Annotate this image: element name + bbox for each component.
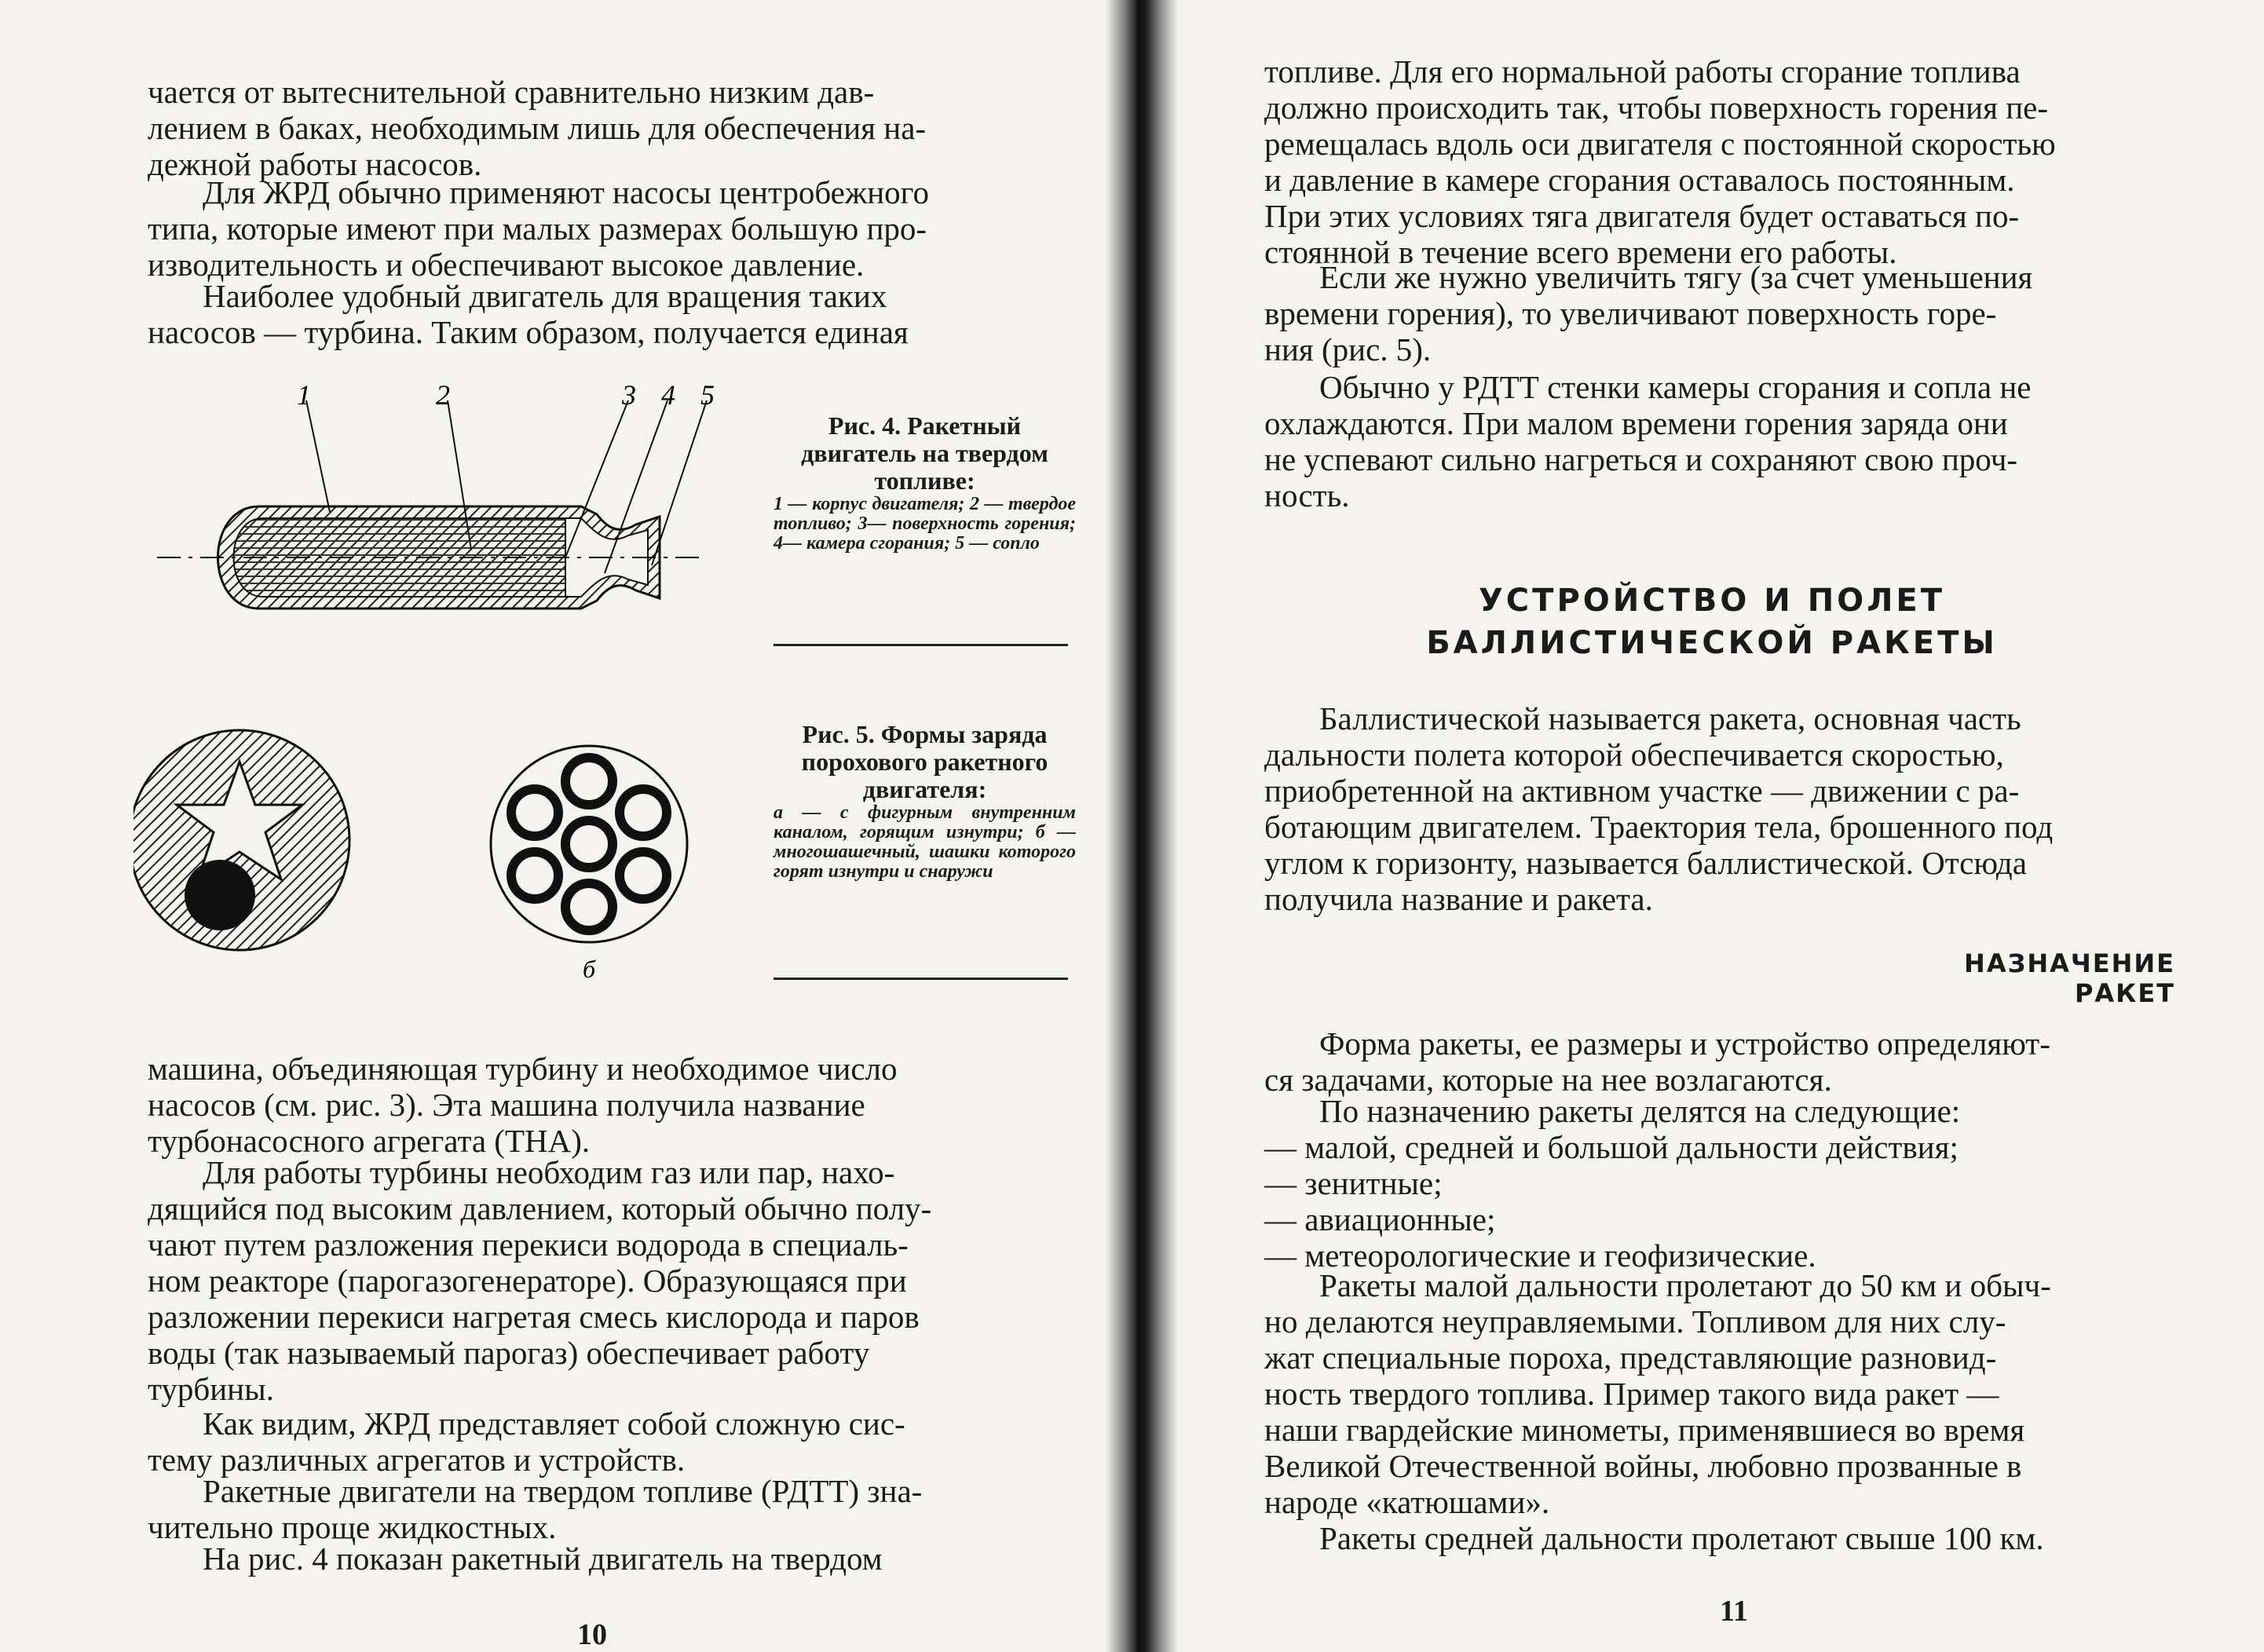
figure-label-3: 3	[622, 385, 636, 411]
text-line: тему различных агрегатов и устройств.	[148, 1442, 686, 1478]
figure-label-b: б	[583, 955, 596, 983]
text-line: но делаются неуправляемыми. Топливом для них слу-	[1264, 1303, 2006, 1340]
text-line: чают путем разложения перекиси водорода в специаль-	[148, 1226, 909, 1263]
text-line: машина, объединяющая турбину и необходимое число	[148, 1051, 898, 1087]
text-line: Великой Отечественной войны, любовно прозванные в	[1264, 1448, 2022, 1484]
section-heading-line-2: БАЛЛИСТИЧЕСКОЙ РАКЕТЫ	[1426, 625, 1998, 661]
text-line: чительно проще жидкостных.	[148, 1509, 557, 1545]
text-line: Ракеты средней дальности пролетают свыше 100 км.	[1319, 1520, 2044, 1556]
text-line: топливе. Для его нормальной работы сгорание топлива	[1264, 53, 2021, 90]
section-heading-line-1: УСТРОЙСТВО И ПОЛЕТ	[1478, 583, 1946, 619]
text-line: дальности полета которой обеспечивается скоростью,	[1264, 736, 2004, 773]
text-line: чается от вытеснительной сравнительно низким дав-	[148, 74, 875, 110]
page-number: 10	[577, 1618, 607, 1651]
text-line: турбонасосного агрегата (ТНА).	[148, 1123, 591, 1159]
paragraph-fig4	[148, 1541, 1068, 1577]
caption-divider	[774, 644, 1068, 646]
paragraph-form	[1264, 1025, 2160, 1098]
figure-label-2: 2	[436, 385, 450, 411]
text-line: Наиболее удобный двигатель для вращения таких	[203, 278, 887, 314]
paragraph-short-range	[1264, 1267, 2160, 1520]
figure-5-caption-legend: а — с фигурным внутренним каналом, горящим изнутри; б — многошашечный, шашки которого горят изнутри и снаружи	[774, 802, 1076, 882]
paragraph-rdtt	[148, 1473, 1068, 1545]
text-line: Ракетные двигатели на твердом топливе (РДТТ) зна-	[203, 1473, 923, 1509]
figure-4-caption-legend: 1 — корпус двигателя; 2 — твердое топливо; 3— поверхность горения; 4— камера сгорания; 5 — сопло	[774, 494, 1076, 554]
text-line: ность.	[1264, 477, 1350, 514]
paragraph-complex	[148, 1405, 1068, 1478]
text-line: Для работы турбины необходим газ или пар, нахо-	[203, 1154, 895, 1190]
list-item: — метеорологические и геофизические.	[1264, 1237, 1816, 1274]
list-item: — зенитные;	[1264, 1165, 1443, 1201]
text-line: стоянной в течение всего времени его работы.	[1264, 234, 1897, 270]
text-line: ся задачами, которые на нее возлагаются.	[1264, 1062, 1832, 1098]
text-line: Для ЖРД обычно применяют насосы центробежного	[203, 174, 929, 210]
list-item: — малой, средней и большой дальности действия;	[1264, 1129, 1959, 1165]
text-line: ремещалась вдоль оси двигателя с постоянной скоростью	[1264, 126, 2056, 162]
text-line: По назначению ракеты делятся на следующие:	[1319, 1093, 1961, 1129]
paragraph-pumps	[148, 174, 1068, 283]
text-line: жат специальные пороха, представляющие разновид-	[1264, 1340, 1997, 1376]
text-line: ния (рис. 5).	[1264, 331, 1432, 367]
text-line: получила название и ракета.	[1264, 881, 1653, 917]
text-line: дящийся под высоким давлением, который обычно полу-	[148, 1190, 932, 1226]
text-line: насосов — турбина. Таким образом, получается единая	[148, 314, 909, 350]
text-line: турбины.	[148, 1371, 274, 1407]
text-line: Баллистической называется ракета, основная часть	[1319, 700, 2021, 736]
text-line: Если же нужно увеличить тягу (за счет уменьшения	[1319, 259, 2033, 295]
paragraph-thrust	[1264, 259, 2160, 367]
text-line: приобретенной на активном участке — движении с ра-	[1264, 773, 2020, 809]
text-line: не успевают сильно нагреться и сохраняют свою проч-	[1264, 441, 2017, 477]
paragraph-walls	[1264, 369, 2160, 514]
paragraph-turbine	[148, 278, 1068, 350]
figure-label-1: 1	[297, 385, 311, 411]
paragraph-purpose	[1264, 1093, 2160, 1274]
paragraph-machine	[148, 1051, 1068, 1159]
text-line: ботающим двигателем. Траектория тела, брошенного под	[1264, 809, 2054, 845]
figure-4-caption	[774, 412, 1076, 554]
text-line: и давление в камере сгорания оставалось постоянным.	[1264, 162, 2015, 198]
text-line: ность твердого топлива. Пример такого вида ракет —	[1264, 1376, 1999, 1412]
right-page	[1154, 0, 2264, 1652]
figure-5-charge-shapes	[133, 707, 699, 997]
figure-5-caption	[774, 721, 1076, 882]
figure-label-5: 5	[700, 385, 715, 411]
paragraph-ballistic	[1264, 700, 2160, 917]
text-line: лением в баках, необходимым лишь для обеспечения на-	[148, 110, 927, 146]
paragraph-top	[148, 74, 1068, 182]
text-line: типа, которые имеют при малых размерах большую про-	[148, 210, 927, 247]
text-line: дежной работы насосов.	[148, 146, 482, 182]
figure-4-rocket-motor	[157, 385, 754, 660]
text-line: наши гвардейские минометы, применявшиеся во время	[1264, 1412, 2025, 1448]
figure-label-4: 4	[661, 385, 675, 411]
caption-divider	[774, 978, 1068, 980]
paragraph-gas	[148, 1154, 1068, 1407]
text-line: Как видим, ЖРД представляет собой сложную сис-	[203, 1405, 905, 1442]
text-line: Ракеты малой дальности пролетают до 50 км и обыч-	[1319, 1267, 2051, 1303]
subheading: НАЗНАЧЕНИЕ РАКЕТ	[1964, 948, 2175, 1008]
text-line: Обычно у РДТТ стенки камеры сгорания и сопла не	[1319, 369, 2032, 405]
text-line: народе «катюшами».	[1264, 1484, 1550, 1520]
list-item: — авиационные;	[1264, 1201, 1496, 1237]
figure-5-caption-title: Рис. 5. Формы заряда порохового ракетного двигателя:	[801, 720, 1048, 803]
left-page	[0, 0, 1123, 1652]
charge-multi-grain	[491, 746, 687, 942]
text-line: должно происходить так, чтобы поверхность горения пе-	[1264, 90, 2049, 126]
page-number: 11	[1720, 1595, 1748, 1628]
text-line: времени горения), то увеличивают поверхность горе-	[1264, 295, 1997, 331]
text-line: разложении перекиси нагретая смесь кислорода и паров	[148, 1299, 920, 1335]
text-line: изводительность и обеспечивают высокое давление.	[148, 247, 865, 283]
text-line: воды (так называемый парогаз) обеспечивает работу	[148, 1335, 870, 1371]
text-line: охлаждаются. При малом времени горения заряда они	[1264, 405, 2008, 441]
paragraph-medium-range	[1264, 1520, 2160, 1556]
section-heading	[1264, 579, 2160, 664]
text-line: При этих условиях тяга двигателя будет оставаться по-	[1264, 198, 2020, 234]
charge-star-channel	[133, 730, 349, 950]
text-line: Форма ракеты, ее размеры и устройство определяют-	[1319, 1025, 2050, 1062]
text-line: На рис. 4 показан ракетный двигатель на твердом	[203, 1541, 883, 1577]
text-line: насосов (см. рис. 3). Эта машина получила название	[148, 1087, 865, 1123]
figure-4-caption-title: Рис. 4. Ракетный двигатель на твердом топливе:	[801, 411, 1048, 495]
text-line: углом к горизонту, называется баллистической. Отсюда	[1264, 845, 2027, 881]
paragraph-top	[1264, 53, 2160, 270]
text-line: ном реакторе (парогазогенераторе). Образующаяся при	[148, 1263, 907, 1299]
